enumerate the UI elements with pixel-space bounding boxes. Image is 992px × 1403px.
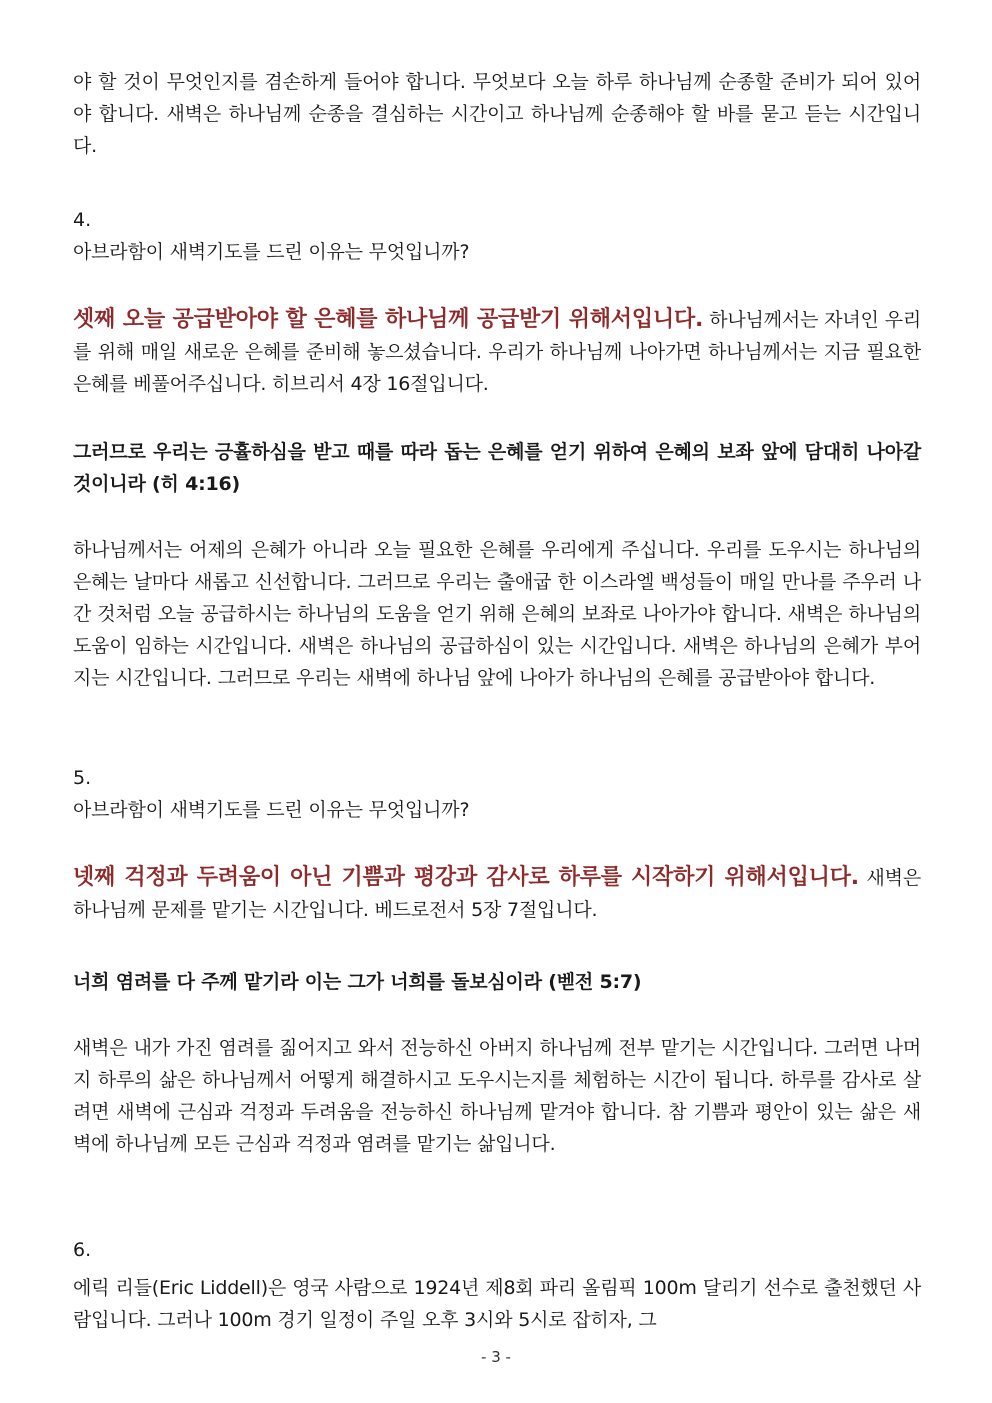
answer-3-paragraph bbox=[73, 304, 921, 400]
answer-4-body: 새벽은 하나님께 문제를 맡기는 시간입니다. 베드로전서 5장 7절입니다. bbox=[73, 867, 921, 921]
paragraph-intro: 야 할 것이 무엇인지를 겸손하게 들어야 합니다. 무엇보다 오늘 하루 하나님께 순종할 준비가 되어 있어야 합니다. 새벽은 하나님께 순종을 결심하는 시간이고 하나님께 순종해야 할 바를 묻고 듣는 시간입니다. bbox=[73, 71, 921, 157]
answer-3-body: 하나님께서는 자녀인 우리를 위해 매일 새로운 은혜를 준비해 놓으셨습니다. 우리가 하나님께 나아가면 하나님께서는 지금 필요한 은혜를 베풀어주십니다. 히브리서 4장 16절입니다. bbox=[73, 309, 922, 395]
paragraph-eric-liddell: 에릭 리들(Eric Liddell)은 영국 사람으로 1924년 제8회 파리 올림픽 100m 달리기 선수로 출천했던 사람입니다. 그러나 100m 경기 일정이 주일 오후 3시와 5시로 잡히자, 그 bbox=[73, 1277, 921, 1331]
answer-3-heading: 셋째 오늘 공급받아야 할 은혜를 하나님께 공급받기 위해서입니다. bbox=[73, 307, 704, 332]
verse-1peter: 너희 염려를 다 주께 맡기라 이는 그가 너희를 돌보심이라 (벧전 5:7) bbox=[73, 971, 642, 993]
question-5: 아브라함이 새벽기도를 드린 이유는 무엇입니까? bbox=[73, 799, 470, 821]
section-number-6: 6. bbox=[73, 1239, 92, 1261]
section-number-4: 4. bbox=[73, 209, 92, 231]
paragraph-grace: 하나님께서는 어제의 은혜가 아니라 오늘 필요한 은혜를 우리에게 주십니다. 우리를 도우시는 하나님의 은혜는 날마다 새롭고 신선합니다. 그러므로 우리는 출애굽 한 이스라엘 백성들이 매일 만나를 주우러 나간 것처럼 오늘 공급하시는 하나님의 도움을 얻기 위해 은혜의 보좌로 나아가야 합니다. 새벽은 하나님의 도움이 임하는 시간입니다. 새벽은 하나님의 공급하심이 있는 시간입니다. 새벽은 하나님의 은혜가 부어지는 시간입니다. 그러므로 우리는 새벽에 하나님 앞에 나아가 하나님의 은혜를 공급받아야 합니다. bbox=[73, 539, 921, 689]
answer-4-heading: 넷째 걱정과 두려움이 아닌 기쁨과 평강과 감사로 하루를 시작하기 위해서입니다. bbox=[73, 865, 859, 890]
paragraph-worry: 새벽은 내가 가진 염려를 짊어지고 와서 전능하신 아버지 하나님께 전부 맡기는 시간입니다. 그러면 나머지 하루의 삶은 하나님께서 어떻게 해결하시고 도우시는지를 체험하는 시간이 됩니다. 하루를 감사로 살려면 새벽에 근심과 걱정과 두려움을 전능하신 하나님께 맡겨야 합니다. 참 기쁨과 평안이 있는 삶은 새벽에 하나님께 모든 근심과 걱정과 염려를 맡기는 삶입니다. bbox=[73, 1037, 921, 1155]
answer-4-paragraph bbox=[73, 862, 921, 926]
section-number-5: 5. bbox=[73, 767, 92, 789]
question-4: 아브라함이 새벽기도를 드린 이유는 무엇입니까? bbox=[73, 241, 470, 263]
verse-hebrews: 그러므로 우리는 긍휼하심을 받고 때를 따라 돕는 은혜를 얻기 위하여 은혜의 보좌 앞에 담대히 나아갈 것이니라 (히 4:16) bbox=[73, 441, 921, 495]
page-number: - 3 - bbox=[481, 1348, 511, 1366]
